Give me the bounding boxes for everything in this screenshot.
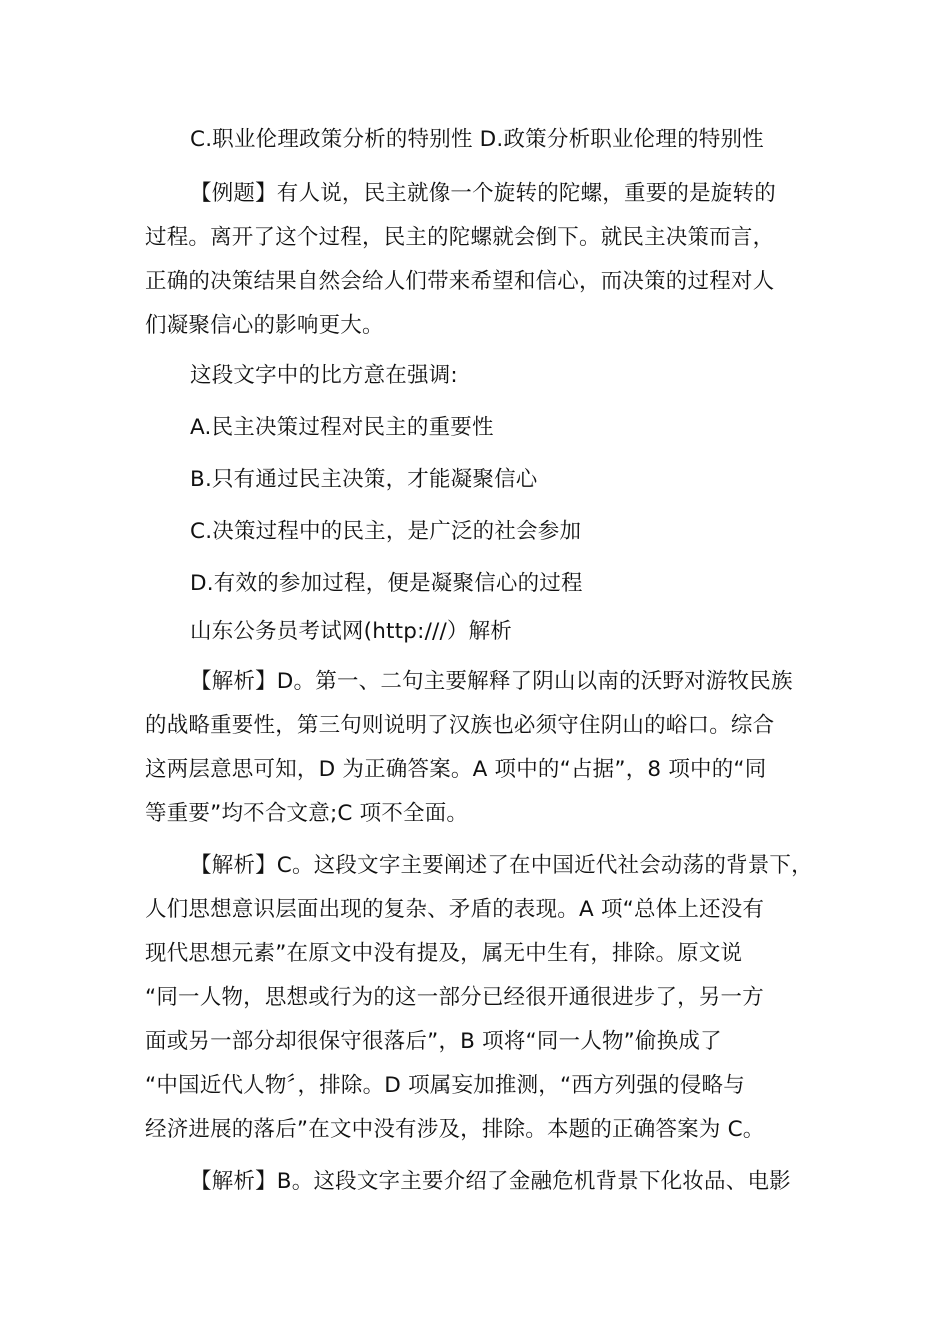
analysis-line: “同一人物，思想或行为的这一部分已经很开通很进步了，另一方 [145,985,764,1010]
analysis-line: 【解析】D。第一、二句主要解释了阴山以南的沃野对游牧民族 [190,669,793,694]
option-b: B.只有通过民主决策，才能凝聚信心 [190,467,538,492]
analysis-line: 现代思想元素”在原文中没有提及，属无中生有，排除。原文说 [145,941,743,966]
example-paragraph [145,172,810,348]
question-line: 这段文字中的比方意在强调: [190,363,458,388]
analysis-line: 的战略重要性，第三句则说明了汉族也必须守住阴山的峪口。综合 [145,713,775,738]
analysis-line: 人们思想意识层面出现的复杂、矛盾的表现。A 项“总体上还没有 [145,897,765,922]
analysis-paragraph-2 [145,844,813,1152]
analysis-line: 这两层意思可知，D 为正确答案。A 项中的“占据”，8 项中的“同 [145,757,767,782]
option-c: C.决策过程中的民主，是广泛的社会参加 [190,519,582,544]
example-line: 们凝聚信心的影响更大。 [145,313,384,338]
example-line: 过程。离开了这个过程，民主的陀螺就会倒下。就民主决策而言， [145,225,775,250]
option-d: D.有效的参加过程，便是凝聚信心的过程 [190,571,583,596]
example-line: 正确的决策结果自然会给人们带来希望和信心，而决策的过程对人 [145,269,775,294]
analysis-line: 等重要”均不合文意;C 项不全面。 [145,801,469,826]
source-line: 山东公务员考试网(http:///）解析 [190,619,512,644]
analysis-line: 经济进展的落后”在文中没有涉及，排除。本题的正确答案为 C。 [145,1117,765,1142]
analysis-paragraph-3 [145,1160,810,1204]
analysis-line: 面或另一部分却很保守很落后”，B 项将“同一人物”偷换成了 [145,1029,722,1054]
document-content [145,116,813,1204]
analysis-paragraph-1 [145,660,810,836]
analysis-line: 【解析】B。这段文字主要介绍了金融危机背景下化妆品、电影 [190,1169,791,1194]
analysis-line: 【解析】C。这段文字主要阐述了在中国近代社会动荡的背景下， [190,853,813,878]
option-a: A.民主决策过程对民主的重要性 [190,415,494,440]
top-options-line: C.职业伦理政策分析的特别性 D.政策分析职业伦理的特别性 [190,127,764,152]
example-line: 【例题】有人说，民主就像一个旋转的陀螺，重要的是旋转的 [190,181,776,206]
analysis-line: “中国近代人物〞，排除。D 项属妄加推测，“西方列强的侵略与 [145,1073,745,1098]
